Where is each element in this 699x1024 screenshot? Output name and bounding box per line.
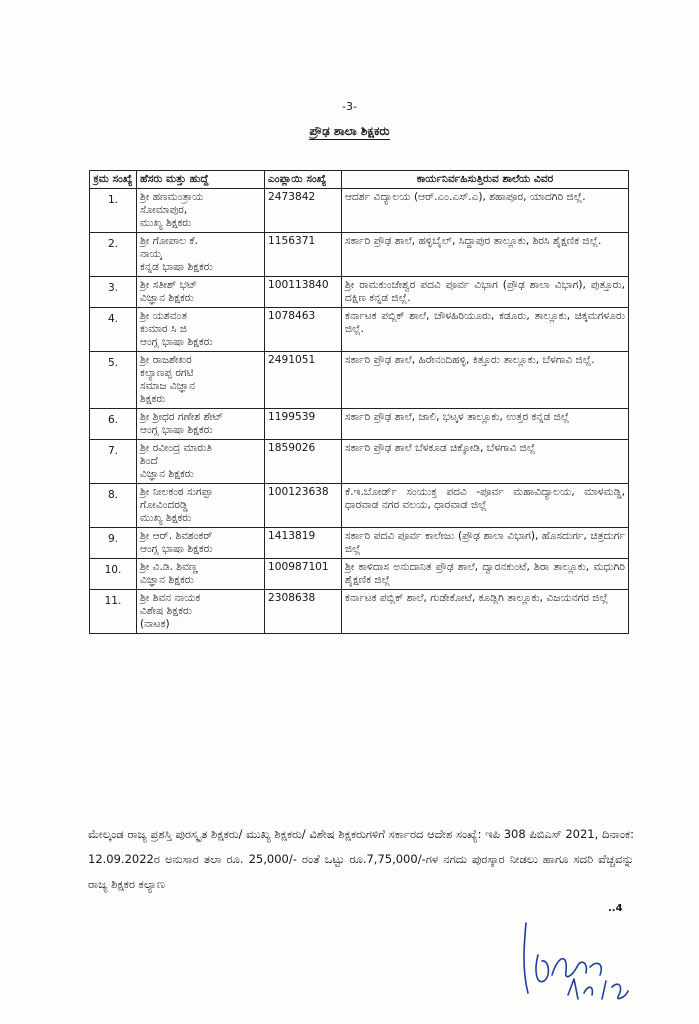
name-line: ಶ್ರೀ ಹಣಮಂತ್ರಾಯ [140, 191, 204, 203]
row-serial: 6. [90, 409, 137, 440]
row-name-designation [137, 352, 265, 409]
row-school-details: ಆದರ್ಶ ವಿದ್ಯಾಲಯ (ಆರ್.ಎಂ.ಎಸ್.ಎ), ಶಹಾಪೂರ, ಯಾದಗಿರಿ ಜಿಲ್ಲೆ. [342, 189, 629, 233]
page-continuation: ..4 [608, 903, 623, 914]
name-line: ಶಿಕ್ಷಕರು [140, 393, 166, 405]
header-sl: ಕ್ರಮ ಸಂಖ್ಯೆ [90, 171, 137, 189]
row-serial: 8. [90, 484, 137, 528]
row-serial: 7. [90, 440, 137, 484]
name-line: ಕನ್ನಡ ಭಾಷಾ ಶಿಕ್ಷಕರು [140, 261, 213, 273]
name-line: (ನಾಟಕ) [140, 618, 170, 630]
row-serial: 4. [90, 308, 137, 352]
name-line: ನಾಯ್ಕ [140, 248, 162, 260]
name-line: ಆಂಗ್ಲ ಭಾಷಾ ಶಿಕ್ಷಕರು [140, 543, 213, 555]
handwritten-signature [508, 915, 668, 1015]
row-employee-number: 100987101 [265, 559, 342, 590]
row-name-designation [137, 440, 265, 484]
name-line: ವಿಜ್ಞಾನ ಶಿಕ್ಷಕರು [140, 292, 194, 304]
table-row [90, 528, 629, 559]
page-number: -3- [342, 100, 357, 113]
name-line: ಶ್ರೀ ಸತೀಶ್ ಭಟ್ [140, 279, 198, 291]
row-employee-number: 1156371 [265, 233, 342, 277]
row-school-details: ಕರ್ನಾಟಕ ಪಬ್ಲಿಕ್ ಶಾಲೆ, ಗುಡೇಕೋಟೆ, ಕೂಡ್ಲಿಗಿ ತಾಲ್ಲೂಕು, ವಿಜಯನಗರ ಜಿಲ್ಲೆ [342, 590, 629, 634]
table-row [90, 233, 629, 277]
header-emp: ಎಂಪ್ಲಾಯಿ ಸಂಖ್ಯೆ [265, 171, 342, 189]
row-name-designation [137, 189, 265, 233]
row-serial: 2. [90, 233, 137, 277]
row-name-designation [137, 409, 265, 440]
name-line: ಶ್ರೀ ಶಿವನ ನಾಯಕ [140, 592, 201, 604]
table-row [90, 440, 629, 484]
row-school-details: ಶ್ರೀ ರಾಮಕುಂಜೇಶ್ವರ ಪದವಿ ಪೂರ್ವ ವಿಭಾಗ (ಪ್ರೌಢ ಶಾಲಾ ವಿಭಾಗ), ಪುತ್ತೂರು, ದಕ್ಷಿಣ ಕನ್ನಡ ಜಿಲ್ಲೆ. [342, 277, 629, 308]
table-row [90, 559, 629, 590]
name-line: ಮುಖ್ಯ ಶಿಕ್ಷಕರು [140, 217, 192, 229]
table-row [90, 189, 629, 233]
row-name-designation [137, 590, 265, 634]
row-employee-number: 2308638 [265, 590, 342, 634]
name-line: ಶ್ರೀ ವಿ.ಡಿ. ಶಿವಣ್ಣ [140, 561, 198, 573]
row-school-details: ಸರ್ಕಾರಿ ಪ್ರೌಢ ಶಾಲೆ, ಜಾಲಿ, ಭಟ್ಕಳ ತಾಲ್ಲೂಕು, ಉತ್ತರ ಕನ್ನಡ ಜಿಲ್ಲೆ [342, 409, 629, 440]
table-row [90, 409, 629, 440]
row-employee-number: 1199539 [265, 409, 342, 440]
row-serial: 11. [90, 590, 137, 634]
table-header-row [90, 171, 629, 189]
row-employee-number: 2491051 [265, 352, 342, 409]
table-body [90, 189, 629, 634]
row-name-designation [137, 233, 265, 277]
row-employee-number: 1859026 [265, 440, 342, 484]
name-line: ಮುಖ್ಯ ಶಿಕ್ಷಕರು [140, 512, 192, 524]
name-line: ಶ್ರೀ ಯಶವಂತ [140, 310, 187, 322]
row-school-details: ಸರ್ಕಾರಿ ಪ್ರೌಢ ಶಾಲೆ ಬೆಳಕೂಡ ಚಿಕ್ಕೋಡಿ, ಬೆಳಗಾವಿ ಜಿಲ್ಲೆ [342, 440, 629, 484]
row-name-designation [137, 484, 265, 528]
teachers-table [89, 170, 629, 634]
row-serial: 5. [90, 352, 137, 409]
row-name-designation [137, 277, 265, 308]
row-name-designation [137, 559, 265, 590]
page-title [0, 124, 699, 139]
row-school-details: ಸರ್ಕಾರಿ ಪ್ರೌಢ ಶಾಲೆ, ಹಳ್ಳಿಬೈಲ್, ಸಿದ್ದಾಪುರ ತಾಲ್ಲೂಕು, ಶಿರಸಿ ಶೈಕ್ಷಣಿಕ ಜಿಲ್ಲೆ. [342, 233, 629, 277]
row-name-designation [137, 528, 265, 559]
name-line: ಕಲ್ಯಾಣಪ್ಪ ರಗಟಿ [140, 367, 194, 379]
row-school-details: ಕರ್ನಾಟಕ ಪಬ್ಲಿಕ್ ಶಾಲೆ, ಚೌಳಹಿರಿಯೂರು, ಕಡೂರು, ತಾಲ್ಲೂಕು, ಚಿಕ್ಕಮಗಳೂರು ಜಿಲ್ಲೆ. [342, 308, 629, 352]
row-employee-number: 100113840 [265, 277, 342, 308]
header-school: ಕಾರ್ಯನಿರ್ವಹಿಸುತ್ತಿರುವ ಶಾಲೆಯ ವಿವರ [342, 171, 629, 189]
name-line: ವಿಜ್ಞಾನ ಶಿಕ್ಷಕರು [140, 468, 194, 480]
row-serial: 10. [90, 559, 137, 590]
row-serial: 9. [90, 528, 137, 559]
row-employee-number: 100123638 [265, 484, 342, 528]
row-name-designation [137, 308, 265, 352]
row-school-details: ಕೆ.ಇ.ಬೋರ್ಡ್ ಸಂಯುಕ್ತ ಪದವಿ -ಪೂರ್ವ ಮಹಾವಿದ್ಯಾಲಯ, ಮಾಳಮಡ್ಡಿ, ಧಾರವಾಡ ನಗರ ವಲಯ, ಧಾರವಾಡ ಜಿಲ್ಲೆ [342, 484, 629, 528]
name-line: ಆಂಗ್ಲ ಭಾಷಾ ಶಿಕ್ಷಕರು [140, 424, 213, 436]
row-school-details: ಶ್ರೀ ಕಾಳಿದಾಸ ಅನುದಾನಿತ ಪ್ರೌಢ ಶಾಲೆ, ದ್ವಾರನಕುಂಟೆ, ಶಿರಾ ತಾಲ್ಲೂಕು, ಮಧುಗಿರಿ ಶೈಕ್ಷಣಿಕ ಜಿಲ್ಲೆ [342, 559, 629, 590]
table-row [90, 352, 629, 409]
row-serial: 3. [90, 277, 137, 308]
table-row [90, 308, 629, 352]
name-line: ಕುಮಾರ ಸಿ ಜಿ [140, 323, 188, 335]
name-line: ಶ್ರೀ ಶ್ರೀಧರ ಗಣೇಶ ಶೇಟ್ [140, 411, 224, 423]
name-line: ಗೋವಿಂದರಡ್ಡಿ [140, 499, 188, 511]
row-school-details: ಸರ್ಕಾರಿ ಪದವಿ ಪೂರ್ವ ಕಾಲೇಜು (ಪ್ರೌಢ ಶಾಲಾ ವಿಭಾಗ), ಹೊಸದುರ್ಗ, ಚಿತ್ರದುರ್ಗ ಜಿಲ್ಲೆ [342, 528, 629, 559]
name-line: ಶ್ರೀ ಆರ್. ಶಿವಶಂಕರ್ [140, 530, 213, 542]
name-line: ಶ್ರೀ ಗೋಪಾಲ ಕೆ. [140, 235, 198, 247]
table-row [90, 484, 629, 528]
name-line: ಶಿಂದೆ [140, 455, 158, 467]
table-row [90, 277, 629, 308]
order-paragraph: ಮೇಲ್ಕಂಡ ರಾಜ್ಯ ಪ್ರಶಸ್ತಿ ಪುರಸ್ಕೃತ ಶಿಕ್ಷಕರು/ ಮುಖ್ಯ ಶಿಕ್ಷಕರು/ ವಿಶೇಷ ಶಿಕ್ಷಕರುಗಳಿಗೆ ಸರ್ಕಾರದ ಆದೇಶ ಸಂಖ್ಯೆ: ಇಪಿ 308 ಪಿಬಿಎಸ್ 2021, ದಿನಾಂಕ: 12.09.2022ರ ಅನುಸಾರ ತಲಾ ರೂ. 25,000/- ರಂತೆ ಒಟ್ಟು ರೂ.7,75,000/-ಗಳ ನಗದು ಪುರಸ್ಕಾರ ನೀಡಲು ಹಾಗೂ ಸದರಿ ವೆಚ್ಚವನ್ನು ರಾಜ್ಯ ಶಿಕ್ಷಕರ ಕಲ್ಯಾಣ [88, 827, 634, 891]
name-line: ಶ್ರೀ ರಾಜಶೇಖರ [140, 354, 192, 366]
name-line: ಶ್ರೀ ರವೀಂದ್ರ ಮಾರುತಿ [140, 442, 212, 454]
header-name: ಹೆಸರು ಮತ್ತು ಹುದ್ದೆ [137, 171, 265, 189]
name-line: ವಿಜ್ಞಾನ ಶಿಕ್ಷಕರು [140, 574, 194, 586]
row-serial: 1. [90, 189, 137, 233]
name-line: ಸಮಾಜ ವಿಜ್ಞಾನ [140, 380, 195, 392]
table-row [90, 590, 629, 634]
row-school-details: ಸರ್ಕಾರಿ ಪ್ರೌಢ ಶಾಲೆ, ಹಿರೇನಂದಿಹಳ್ಳಿ, ಕಿತ್ತೂರು ತಾಲ್ಲೂಕು, ಬೆಳಗಾವಿ ಜಿಲ್ಲೆ. [342, 352, 629, 409]
page-title-text: ಪ್ರೌಢ ಶಾಲಾ ಶಿಕ್ಷಕರು [309, 124, 390, 138]
row-employee-number: 2473842 [265, 189, 342, 233]
row-employee-number: 1413819 [265, 528, 342, 559]
row-employee-number: 1078463 [265, 308, 342, 352]
name-line: ಸೋಮಾಪುರ, [140, 204, 188, 216]
name-line: ಶ್ರೀ ನೀಲಕಂಠ ಸುಗಪ್ಪಾ [140, 486, 213, 498]
name-line: ವಿಶೇಷ ಶಿಕ್ಷಕರು [140, 605, 192, 617]
name-line: ಆಂಗ್ಲ ಭಾಷಾ ಶಿಕ್ಷಕರು [140, 336, 213, 348]
